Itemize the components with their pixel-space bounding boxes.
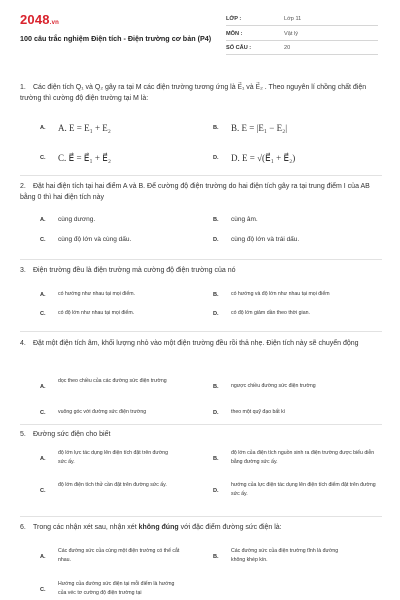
question-body-end: với đặc điểm đường sức điện là: (178, 524, 282, 531)
option-letter: C. (40, 488, 46, 494)
option-text: theo một quỹ đạo bất kì (231, 409, 286, 415)
option-text: Các đường sức của điện trường tĩnh là đường không khép kín. (231, 548, 339, 563)
meta-label: SỐ CÂU : (226, 45, 252, 51)
option-text: có hướng và độ lớn như nhau tại mọi điểm (231, 291, 330, 297)
option-text: ngược chiều đường sức điện trường (231, 383, 316, 389)
option-text: Hướng của đường sức điện tại mỗi điểm là hướng của véc tơ cường độ điện trường tại (58, 581, 175, 596)
option-letter: A. (40, 384, 46, 390)
option-text: D. E = √(E⃗₁ + E⃗₂) (231, 153, 296, 163)
option-letter: B. (213, 292, 219, 298)
question-body: Đường sức điện cho biết (33, 431, 111, 438)
option-text: có hướng như nhau tại mọi điểm. (58, 291, 135, 297)
question-body: Đặt hai điện tích tại hai điểm A và B. Để cường độ điện trường do hai điện tích gây ra tại trung điểm I của AB bằng 0 thì hai điện tích này (20, 183, 370, 201)
option-text: dọc theo chiều của các đường sức điện trường (58, 378, 167, 384)
option-text: Các đường sức của cùng một điện trường có thể cắt nhau. (58, 548, 180, 563)
question-body: Đặt một điện tích âm, khối lượng nhỏ vào một điện trường đều rồi thả nhẹ. Điện tích này sẽ chuyển động (33, 340, 359, 347)
document-title: 100 câu trắc nghiệm Điện tích - Điện trường cơ bản (P4) (20, 34, 212, 43)
question-list (20, 78, 382, 600)
question-number: 5. (20, 431, 26, 438)
option-letter: C. (40, 587, 46, 593)
meta-label: MÔN : (226, 31, 243, 37)
option-text: B. E = |E₁ − E₂| (231, 123, 288, 133)
option-letter: B. (213, 125, 219, 131)
meta-value: Vật lý (284, 31, 298, 37)
question-number: 6. (20, 524, 26, 531)
question-text (20, 182, 372, 203)
question-body-start: Trong các nhận xét sau, nhận xét (33, 524, 139, 531)
document-header (0, 0, 400, 66)
option-text: cùng độ lớn và trái dấu. (231, 236, 300, 243)
option-text: độ lớn lực tác dụng lên điện tích đặt trên đường sức ấy. (58, 450, 169, 465)
option-letter: D. (213, 311, 219, 317)
logo-suffix: .vn (49, 20, 60, 26)
option-letter: A. (40, 554, 46, 560)
meta-value: Lớp 11 (284, 16, 302, 22)
option-letter: C. (40, 237, 46, 243)
question-text (20, 523, 372, 534)
question-4 (20, 332, 382, 425)
question-text (20, 83, 372, 104)
question-body: Các điện tích Q₁ và Q₂ gây ra tại M các điện trường tương ứng là E⃗₁ và E⃗₂ . Theo nguyên lí chồng chất điện trường thì cường độ điện trường tại M là: (20, 84, 367, 102)
option-letter: C. (40, 410, 46, 416)
question-text (20, 266, 372, 277)
option-text: hướng của lực điện tác dụng lên điện tích điểm đặt trên đường sức ấy. (231, 482, 376, 497)
option-letter: A. (40, 456, 46, 462)
option-text: C. E⃗ = E⃗₁ + E⃗₂ (58, 153, 111, 163)
option-letter: B. (213, 217, 219, 223)
option-text: độ lớn điện tích thử cần đặt trên đường sức ấy. (58, 482, 167, 488)
option-text: cùng độ lớn và cùng dấu. (58, 236, 132, 243)
question-text (20, 430, 372, 441)
question-number: 3. (20, 267, 26, 274)
question-1 (20, 78, 382, 176)
option-text: A. E = E₁ + E₂ (58, 123, 111, 133)
option-letter: B. (213, 554, 219, 560)
option-letter: B. (213, 456, 219, 462)
meta-subject (226, 29, 378, 41)
question-text (20, 339, 372, 350)
option-letter: D. (213, 410, 219, 416)
option-letter: C. (40, 311, 46, 317)
question-number: 1. (20, 84, 26, 91)
question-3 (20, 260, 382, 332)
question-number: 4. (20, 340, 26, 347)
option-text: có độ lớn giảm dần theo thời gian. (231, 310, 310, 316)
option-text: có độ lớn như nhau tại mọi điểm. (58, 310, 135, 316)
meta-question-count (226, 43, 378, 55)
meta-value: 20 (284, 45, 291, 51)
option-letter: A. (40, 125, 46, 131)
logo-text: 2048 (20, 12, 50, 27)
option-letter: D. (213, 155, 219, 161)
meta-grade (226, 14, 378, 26)
option-text: cùng âm. (231, 216, 258, 223)
option-letter: A. (40, 217, 46, 223)
question-6 (20, 517, 382, 600)
meta-label: LỚP : (226, 16, 242, 22)
question-body: Điện trường đều là điện trường mà cường độ điện trường của nó (33, 267, 236, 274)
option-letter: D. (213, 488, 219, 494)
option-text: cùng dương. (58, 216, 96, 223)
option-letter: D. (213, 237, 219, 243)
option-letter: B. (213, 384, 219, 390)
question-number: 2. (20, 183, 26, 190)
option-text: độ lớn của điện tích nguồn sinh ra điện trường được biểu diễn bằng đường sức ấy. (231, 450, 375, 465)
option-text: vuông góc với đường sức điện trường (58, 409, 147, 415)
question-2 (20, 176, 382, 260)
question-5 (20, 425, 382, 517)
option-letter: C. (40, 155, 46, 161)
option-letter: A. (40, 292, 46, 298)
question-keyword: không đúng (138, 524, 179, 531)
site-logo[interactable] (20, 12, 59, 27)
